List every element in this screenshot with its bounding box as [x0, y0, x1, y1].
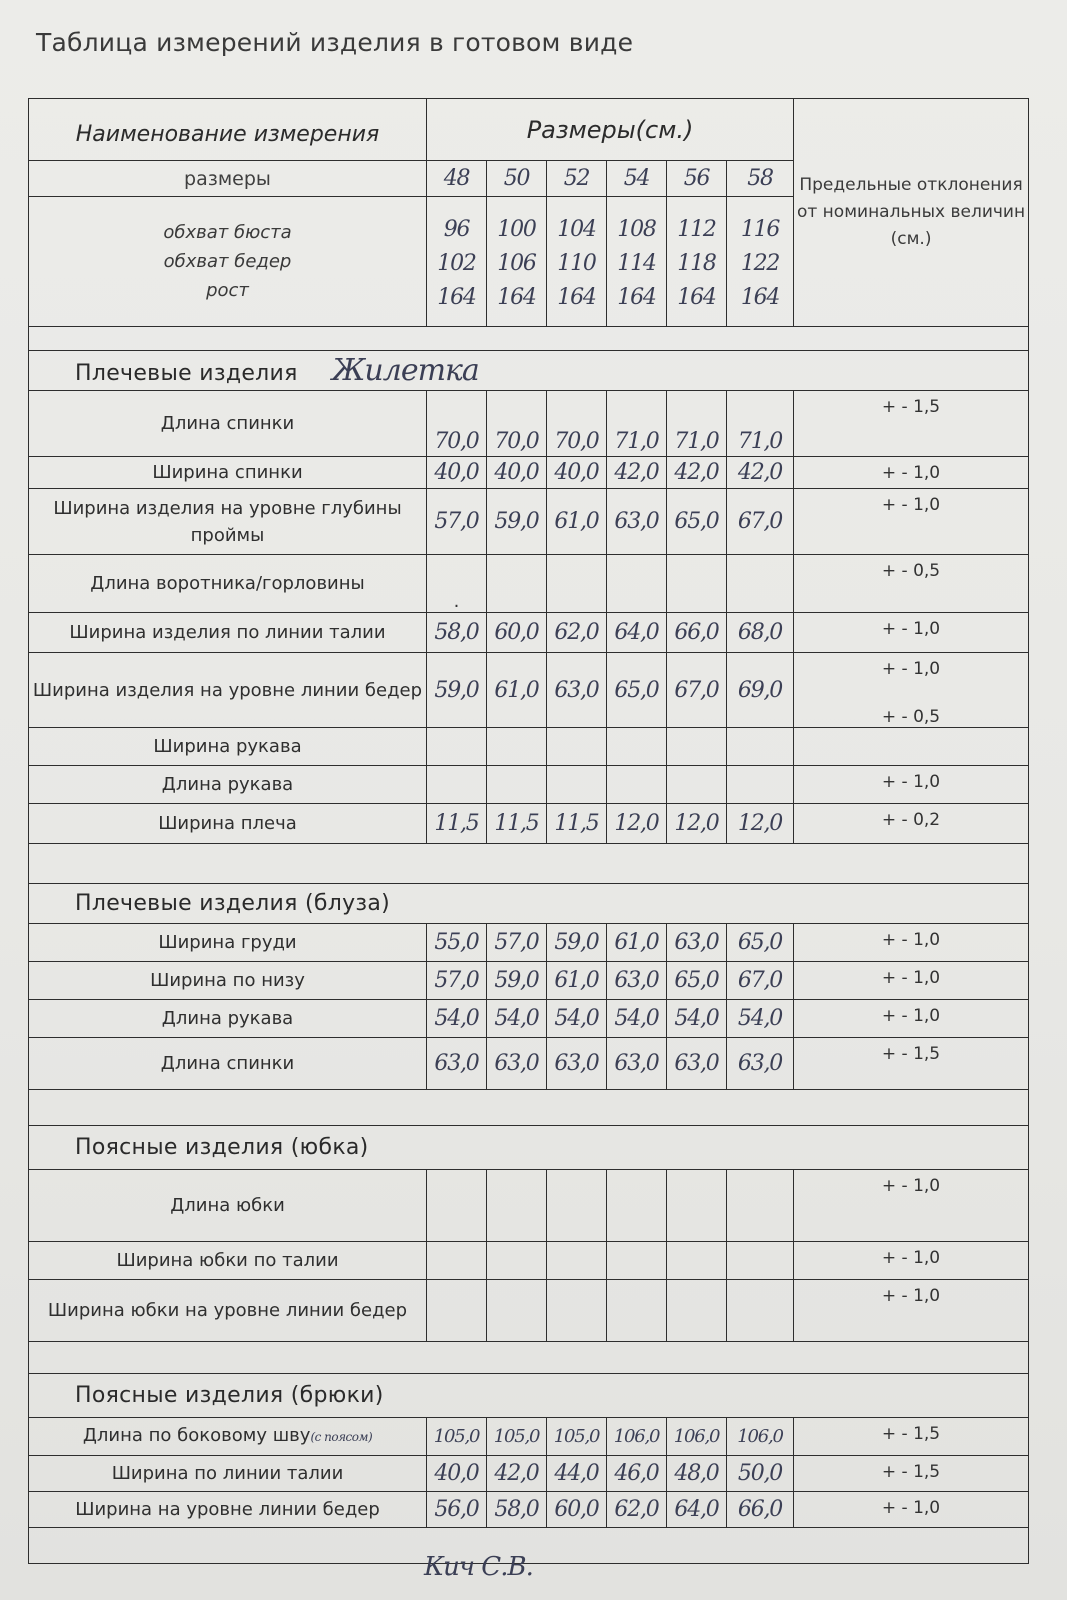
value-cell: 106,0 [607, 1418, 667, 1456]
size-54: 54 [607, 161, 667, 197]
deviation-cell: + - 1,0 [794, 613, 1029, 653]
value-cell: 12,0 [607, 804, 667, 844]
value-cell: 63,0 [547, 653, 607, 728]
value-cell [667, 1242, 727, 1280]
value-cell: 66,0 [667, 613, 727, 653]
size-50: 50 [487, 161, 547, 197]
value-cell: 70,0 [487, 391, 547, 457]
table-row [29, 1170, 1029, 1242]
row-label: Длина рукава [29, 1000, 427, 1038]
value-cell [547, 1170, 607, 1242]
spacer-row [29, 1090, 1029, 1126]
section-title-vest [29, 351, 1029, 391]
value-cell [487, 1280, 547, 1342]
deviation-value: + - 1,0 [881, 659, 941, 679]
value-cell: 63,0 [667, 1038, 727, 1090]
deviation-cell: + - 1,5 [794, 391, 1029, 457]
section-title-text: Плечевые изделия [75, 361, 298, 386]
row-label: Длина юбки [29, 1170, 427, 1242]
bust-value: 108 [617, 216, 656, 242]
param-label-height: рост [206, 280, 249, 301]
size-58: 58 [727, 161, 794, 197]
value-cell: 44,0 [547, 1456, 607, 1492]
param-label-bust: обхват бюста [163, 222, 292, 243]
value-cell: 54,0 [667, 1000, 727, 1038]
row-label [29, 1418, 427, 1456]
table-row [29, 766, 1029, 804]
height-value: 164 [497, 284, 536, 310]
deviation-cell: + - 0,5 [794, 555, 1029, 613]
deviation-cell: + - 1,5 [794, 1418, 1029, 1456]
value-cell: 42,0 [487, 1456, 547, 1492]
hips-value: 118 [677, 250, 716, 276]
row-label: Длина воротника/горловины [29, 555, 427, 613]
section-title-trousers: Поясные изделия (брюки) [29, 1374, 1029, 1418]
params-size-48 [427, 197, 487, 327]
value-cell: 40,0 [547, 457, 607, 489]
value-cell: 60,0 [487, 613, 547, 653]
table-row [29, 653, 1029, 728]
deviation-cell: + - 1,0 [794, 1170, 1029, 1242]
value-cell: 63,0 [427, 1038, 487, 1090]
height-value: 164 [740, 284, 780, 310]
value-cell [547, 1280, 607, 1342]
value-cell: 54,0 [727, 1000, 794, 1038]
value-cell: . [427, 555, 487, 613]
sizes-row-label: размеры [29, 161, 427, 197]
table-row [29, 924, 1029, 962]
row-label: Ширина по линии талии [29, 1456, 427, 1492]
table-row [29, 457, 1029, 489]
value-cell: 62,0 [547, 613, 607, 653]
deviation-cell: + - 1,0 [794, 1280, 1029, 1342]
value-cell: 64,0 [607, 613, 667, 653]
hips-value: 110 [557, 250, 596, 276]
bust-value: 104 [557, 216, 596, 242]
value-cell: 105,0 [427, 1418, 487, 1456]
value-cell [607, 555, 667, 613]
size-52: 52 [547, 161, 607, 197]
value-cell: 63,0 [547, 1038, 607, 1090]
deviation-cell: + - 1,0 [794, 1242, 1029, 1280]
value-cell: 63,0 [607, 489, 667, 555]
spacer-row [29, 844, 1029, 884]
table-row [29, 1000, 1029, 1038]
header-sizes-column: Размеры(см.) [427, 99, 794, 161]
value-cell: 71,0 [667, 391, 727, 457]
spacer-row [29, 1342, 1029, 1374]
value-cell: 55,0 [427, 924, 487, 962]
value-cell: 105,0 [487, 1418, 547, 1456]
value-cell: 63,0 [487, 1038, 547, 1090]
value-cell [547, 1242, 607, 1280]
value-cell: 12,0 [667, 804, 727, 844]
row-label: Ширина изделия на уровне глубины проймы [29, 489, 427, 555]
value-cell: 54,0 [487, 1000, 547, 1038]
row-label: Ширина плеча [29, 804, 427, 844]
value-cell: 57,0 [487, 924, 547, 962]
value-cell: 56,0 [427, 1492, 487, 1528]
value-cell: 59,0 [487, 962, 547, 1000]
value-cell: 11,5 [427, 804, 487, 844]
value-cell: 66,0 [727, 1492, 794, 1528]
row-label: Длина рукава [29, 766, 427, 804]
value-cell: 54,0 [547, 1000, 607, 1038]
row-label: Длина спинки [29, 391, 427, 457]
value-cell [487, 555, 547, 613]
value-cell [427, 1280, 487, 1342]
value-cell: 42,0 [607, 457, 667, 489]
value-cell: 46,0 [607, 1456, 667, 1492]
value-cell: 61,0 [547, 962, 607, 1000]
value-cell [607, 1242, 667, 1280]
deviation-cell: + - 0,2 [794, 804, 1029, 844]
value-cell: 106,0 [667, 1418, 727, 1456]
value-cell [607, 728, 667, 766]
deviation-cell [794, 728, 1029, 766]
table-row [29, 1418, 1029, 1456]
value-cell: 42,0 [667, 457, 727, 489]
value-cell [727, 1170, 794, 1242]
value-cell [667, 1170, 727, 1242]
table-row [29, 489, 1029, 555]
table-row [29, 962, 1029, 1000]
value-cell: 57,0 [427, 962, 487, 1000]
deviation-cell: + - 1,0 [794, 489, 1029, 555]
table-row [29, 613, 1029, 653]
body-params-labels [29, 197, 427, 327]
value-cell: 11,5 [487, 804, 547, 844]
table-row [29, 728, 1029, 766]
params-size-56 [667, 197, 727, 327]
value-cell: 11,5 [547, 804, 607, 844]
value-cell: 61,0 [547, 489, 607, 555]
table-row [29, 391, 1029, 457]
table-row [29, 1280, 1029, 1342]
bust-value: 100 [497, 216, 536, 242]
value-cell: 65,0 [667, 489, 727, 555]
value-cell: 70,0 [547, 391, 607, 457]
hips-value: 122 [740, 250, 780, 276]
spacer-row [29, 327, 1029, 351]
height-value: 164 [617, 284, 656, 310]
row-label: Ширина юбки по талии [29, 1242, 427, 1280]
value-cell: 63,0 [667, 924, 727, 962]
deviation-cell: + - 1,0 [794, 962, 1029, 1000]
value-cell: 64,0 [667, 1492, 727, 1528]
params-size-52 [547, 197, 607, 327]
row-label: Ширина рукава [29, 728, 427, 766]
value-cell: 40,0 [427, 1456, 487, 1492]
deviation-cell: + - 1,0 [794, 766, 1029, 804]
value-cell: 67,0 [727, 962, 794, 1000]
value-cell [727, 1242, 794, 1280]
value-cell [607, 766, 667, 804]
value-cell [727, 555, 794, 613]
table-row [29, 1492, 1029, 1528]
value-cell: 61,0 [487, 653, 547, 728]
row-label-text: Длина по боковому шву [82, 1425, 311, 1446]
bust-value: 96 [443, 216, 470, 242]
value-cell [427, 1170, 487, 1242]
value-cell [487, 1242, 547, 1280]
hips-value: 106 [497, 250, 536, 276]
value-cell: 48,0 [667, 1456, 727, 1492]
deviation-value: + - 0,5 [881, 707, 941, 727]
bust-value: 112 [677, 216, 716, 242]
value-cell: 65,0 [727, 924, 794, 962]
value-cell: 63,0 [607, 962, 667, 1000]
value-cell [727, 728, 794, 766]
section-title-blouse: Плечевые изделия (блуза) [29, 884, 1029, 924]
row-label: Ширина по низу [29, 962, 427, 1000]
hips-value: 102 [437, 250, 476, 276]
value-cell [487, 766, 547, 804]
value-cell: 67,0 [727, 489, 794, 555]
value-cell: 59,0 [547, 924, 607, 962]
size-56: 56 [667, 161, 727, 197]
deviation-cell: + - 1,0 [794, 924, 1029, 962]
value-cell [547, 766, 607, 804]
document-title: Таблица измерений изделия в готовом виде [36, 28, 634, 57]
value-cell [487, 1170, 547, 1242]
section-title-skirt: Поясные изделия (юбка) [29, 1126, 1029, 1170]
value-cell: 71,0 [727, 391, 794, 457]
value-cell [427, 728, 487, 766]
value-cell: 65,0 [607, 653, 667, 728]
value-cell: 65,0 [667, 962, 727, 1000]
handwritten-product-name: Жилетка [331, 353, 479, 388]
value-cell [727, 1280, 794, 1342]
value-cell: 54,0 [427, 1000, 487, 1038]
row-label: Ширина спинки [29, 457, 427, 489]
params-size-50 [487, 197, 547, 327]
value-cell: 61,0 [607, 924, 667, 962]
value-cell: 71,0 [607, 391, 667, 457]
value-cell: 58,0 [487, 1492, 547, 1528]
handwritten-note: (с поясом) [310, 1430, 373, 1444]
value-cell: 63,0 [727, 1038, 794, 1090]
value-cell: 59,0 [427, 653, 487, 728]
value-cell: 70,0 [427, 391, 487, 457]
table-row [29, 1038, 1029, 1090]
value-cell [607, 1280, 667, 1342]
value-cell: 54,0 [607, 1000, 667, 1038]
value-cell [667, 766, 727, 804]
value-cell [487, 728, 547, 766]
value-cell: 67,0 [667, 653, 727, 728]
handwritten-signature: Кич С.В. [424, 1552, 533, 1582]
header-name-column: Наименование измерения [29, 99, 427, 161]
params-size-54 [607, 197, 667, 327]
header-deviation-column: Предельные отклонения от номинальных величин (см.) [794, 99, 1029, 327]
value-cell [667, 1280, 727, 1342]
value-cell: 40,0 [427, 457, 487, 489]
deviation-cell [794, 653, 1029, 728]
table-row [29, 555, 1029, 613]
value-cell [427, 1242, 487, 1280]
table-row [29, 1456, 1029, 1492]
deviation-cell: + - 1,0 [794, 457, 1029, 489]
row-label: Ширина юбки на уровне линии бедер [29, 1280, 427, 1342]
value-cell: 69,0 [727, 653, 794, 728]
value-cell: 106,0 [727, 1418, 794, 1456]
row-label: Длина спинки [29, 1038, 427, 1090]
value-cell: 57,0 [427, 489, 487, 555]
bust-value: 116 [740, 216, 780, 242]
height-value: 164 [437, 284, 476, 310]
value-cell: 58,0 [427, 613, 487, 653]
deviation-cell: + - 1,0 [794, 1492, 1029, 1528]
value-cell: 62,0 [607, 1492, 667, 1528]
value-cell: 50,0 [727, 1456, 794, 1492]
value-cell [667, 728, 727, 766]
value-cell: 63,0 [607, 1038, 667, 1090]
value-cell: 105,0 [547, 1418, 607, 1456]
hips-value: 114 [617, 250, 656, 276]
value-cell: 42,0 [727, 457, 794, 489]
value-cell: 59,0 [487, 489, 547, 555]
table-row [29, 804, 1029, 844]
measurement-table [28, 98, 1029, 1564]
value-cell: 12,0 [727, 804, 794, 844]
row-label: Ширина на уровне линии бедер [29, 1492, 427, 1528]
value-cell [727, 766, 794, 804]
height-value: 164 [677, 284, 716, 310]
value-cell: 40,0 [487, 457, 547, 489]
size-48: 48 [427, 161, 487, 197]
value-cell: 60,0 [547, 1492, 607, 1528]
deviation-cell: + - 1,0 [794, 1000, 1029, 1038]
row-label: Ширина груди [29, 924, 427, 962]
row-label: Ширина изделия по линии талии [29, 613, 427, 653]
deviation-cell: + - 1,5 [794, 1456, 1029, 1492]
value-cell [547, 728, 607, 766]
param-label-hips: обхват бедер [163, 251, 292, 272]
table-row [29, 1242, 1029, 1280]
value-cell [607, 1170, 667, 1242]
value-cell [547, 555, 607, 613]
value-cell [667, 555, 727, 613]
value-cell: 68,0 [727, 613, 794, 653]
row-label: Ширина изделия на уровне линии бедер [29, 653, 427, 728]
deviation-cell: + - 1,5 [794, 1038, 1029, 1090]
height-value: 164 [557, 284, 596, 310]
value-cell [427, 766, 487, 804]
params-size-58 [727, 197, 794, 327]
